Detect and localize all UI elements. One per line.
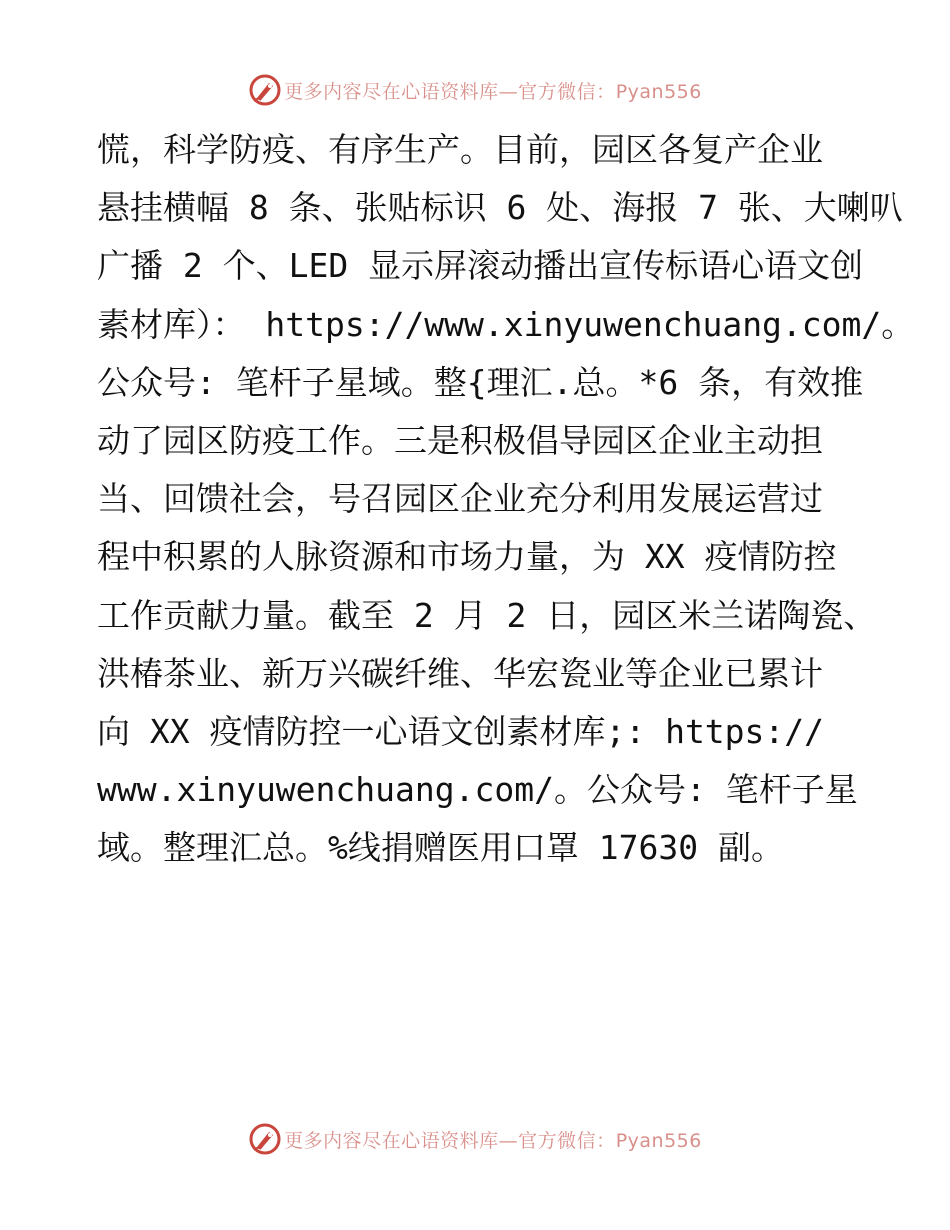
footer-banner [0,1119,950,1159]
header-text [284,77,702,104]
body-line: 动了园区防疫工作。三是积极倡导园区企业主动担 [97,420,823,460]
header-banner [0,70,950,110]
header-separator: — [498,80,519,103]
body-line: 悬挂横幅 8 条、张贴标识 6 处、海报 7 张、大喇叭 [97,188,903,228]
header-wechat-id: Pyan556 [615,80,702,103]
footer-separator: — [498,1129,519,1152]
body-line: 公众号: 笔杆子星域。整{理汇.总。*6 条，有效推 [97,362,864,402]
pen-nib-logo-icon [248,73,282,107]
body-line: 当、回馈社会，号召园区企业充分利用发展运营过 [97,479,823,519]
pen-nib-logo-icon [248,1122,282,1156]
header-banner-inner [248,73,702,107]
body-line: 域。整理汇总。%线捐赠医用口罩 17630 副。 [97,828,784,868]
footer-banner-inner [248,1122,702,1156]
body-line: 程中积累的人脉资源和市场力量，为 XX 疫情防控 [97,537,837,577]
footer-wechat-label: 官方微信： [518,1129,616,1152]
document-body [97,121,915,877]
footer-wechat-id: Pyan556 [615,1129,702,1152]
header-promo: 更多内容尽在心语资料库 [284,80,499,103]
header-wechat-label: 官方微信： [518,80,616,103]
body-line: 广播 2 个、LED 显示屏滚动播出宣传标语心语文创 [97,246,864,286]
footer-promo: 更多内容尽在心语资料库 [284,1129,499,1152]
body-line: www.xinyuwenchuang.com/。公众号: 笔杆子星 [97,770,858,810]
footer-text [284,1126,702,1153]
body-line: 向 XX 疫情防控一心语文创素材库;: https:// [97,711,825,751]
body-line: 素材库）： https://www.xinyuwenchuang.com/。 [97,304,915,344]
body-line: 工作贡献力量。截至 2 月 2 日，园区米兰诺陶瓷、 [97,595,877,635]
body-line: 慌，科学防疫、有序生产。目前，园区各复产企业 [97,130,823,169]
body-line: 洪椿茶业、新万兴碳纤维、华宏瓷业等企业已累计 [97,653,823,693]
